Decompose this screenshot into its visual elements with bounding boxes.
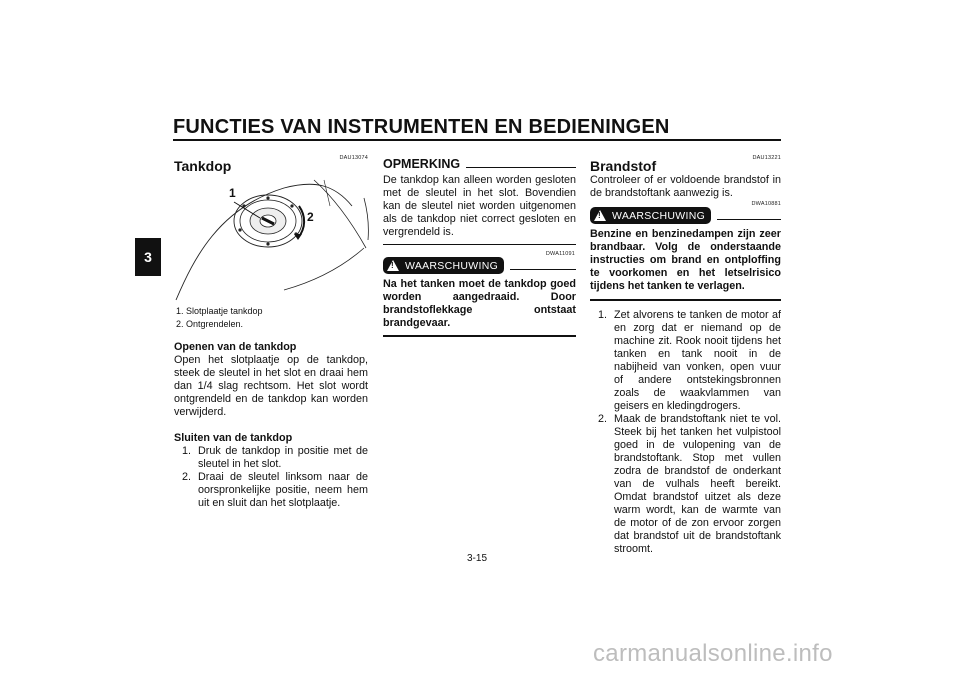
close-steps: [174, 445, 368, 510]
figure-label-2: 2: [307, 210, 314, 224]
close-heading: Sluiten van de tankdop: [174, 432, 293, 444]
warning-triangle-icon: !: [387, 260, 399, 271]
warning-triangle-icon: !: [594, 210, 606, 221]
warning-block-2: [590, 207, 781, 556]
caption-1: 1. Slotplaatje tankdop: [176, 306, 263, 316]
caption-2: 2. Ontgrendelen.: [176, 319, 244, 329]
warning-text-1: Na het tanken moet de tankdop goed worden aangedraaid. Door brandstoflekkage ontstaat brandgevaar.: [383, 278, 576, 329]
warning-text-2: Benzine en benzinedampen zijn zeer brandbaar. Volg de onderstaande instructies om brand en ontploffing te voorkomen en het letselrisico tijdens het tanken te verlagen.: [590, 228, 781, 292]
warning-end-rule: [590, 299, 781, 301]
page-title: FUNCTIES VAN INSTRUMENTEN EN BEDIENINGEN: [173, 116, 670, 138]
warning-block-1: [383, 257, 576, 337]
column-3-text: [590, 158, 781, 200]
warning-badge: ! WAARSCHUWING: [383, 257, 504, 274]
list-item: 2. Draai de sleutel linksom naar de oorspronkelijke positie, neem hem uit en sluit dan het slotplaatje.: [182, 471, 368, 509]
page-number: 3-15: [467, 553, 488, 564]
warning-heading-rule: [717, 219, 781, 221]
brandstof-intro: Controleer of er voldoende brandstof in de brandstoftank aanwezig is.: [590, 174, 781, 199]
warning-code-2: DWA10881: [751, 201, 781, 207]
fuel-steps: [590, 309, 781, 556]
figure-label-1: 1: [229, 186, 236, 200]
fuel-cap-illustration: [174, 178, 370, 302]
note-text: De tankdop kan alleen worden gesloten met de sleutel in het slot. Bovendien kan de sleutel niet worden uitgenomen als de tankdop niet correct gesloten en vergrendeld is.: [383, 174, 576, 238]
list-item: 2. Maak de brandstoftank niet te vol. Steek bij het tanken het vulpistool goed in de vulopening van de brandstoftank. Stop met vullen zodra de brandstof de onderkant van de vulhals heeft bereikt. Omdat brandstof uitzet als deze warm wordt, kan de warmte van de motor of de zon ervoor zorgen dat brandstof uit de brandstoftank stroomt.: [598, 412, 781, 555]
title-rule: [173, 139, 781, 141]
note-heading-rule: [466, 167, 576, 169]
heading-tankdop: Tankdop: [174, 158, 232, 174]
list-item: 1. Zet alvorens te tanken de motor af en zorg dat er niemand op de machine zit. Rook nooit tijdens het tanken en tank nooit in de nabijheid van vonken, open vuur of andere ontstekingsbronnen zoals de waakvlammen van geisers en kledingdrogers.: [598, 308, 781, 412]
warning-badge: ! WAARSCHUWING: [590, 207, 711, 224]
section-code-tankdop: DAU13074: [339, 155, 368, 161]
warning-heading-rule: [510, 269, 576, 271]
open-text: Open het slotplaatje op de tankdop, steek de sleutel in het slot en draai hem dan 1/4 slag rechtsom. Het slot wordt ontgrendeld en de tankdop kan worden verwijderd.: [174, 354, 368, 418]
note-heading: OPMERKING: [383, 157, 461, 171]
chapter-tab: 3: [135, 238, 161, 276]
warning-code-1: DWA11091: [545, 251, 575, 257]
column-1-text: [174, 341, 368, 510]
open-heading: Openen van de tankdop: [174, 341, 297, 353]
note-block: [383, 157, 576, 245]
heading-brandstof: Brandstof: [590, 158, 657, 174]
watermark: carmanualsonline.info: [593, 640, 833, 667]
list-item: 1. Druk de tankdop in positie met de sleutel in het slot.: [182, 445, 368, 470]
warning-end-rule: [383, 335, 576, 337]
section-code-brandstof: DAU13221: [752, 155, 781, 161]
note-end-rule: [383, 244, 576, 245]
